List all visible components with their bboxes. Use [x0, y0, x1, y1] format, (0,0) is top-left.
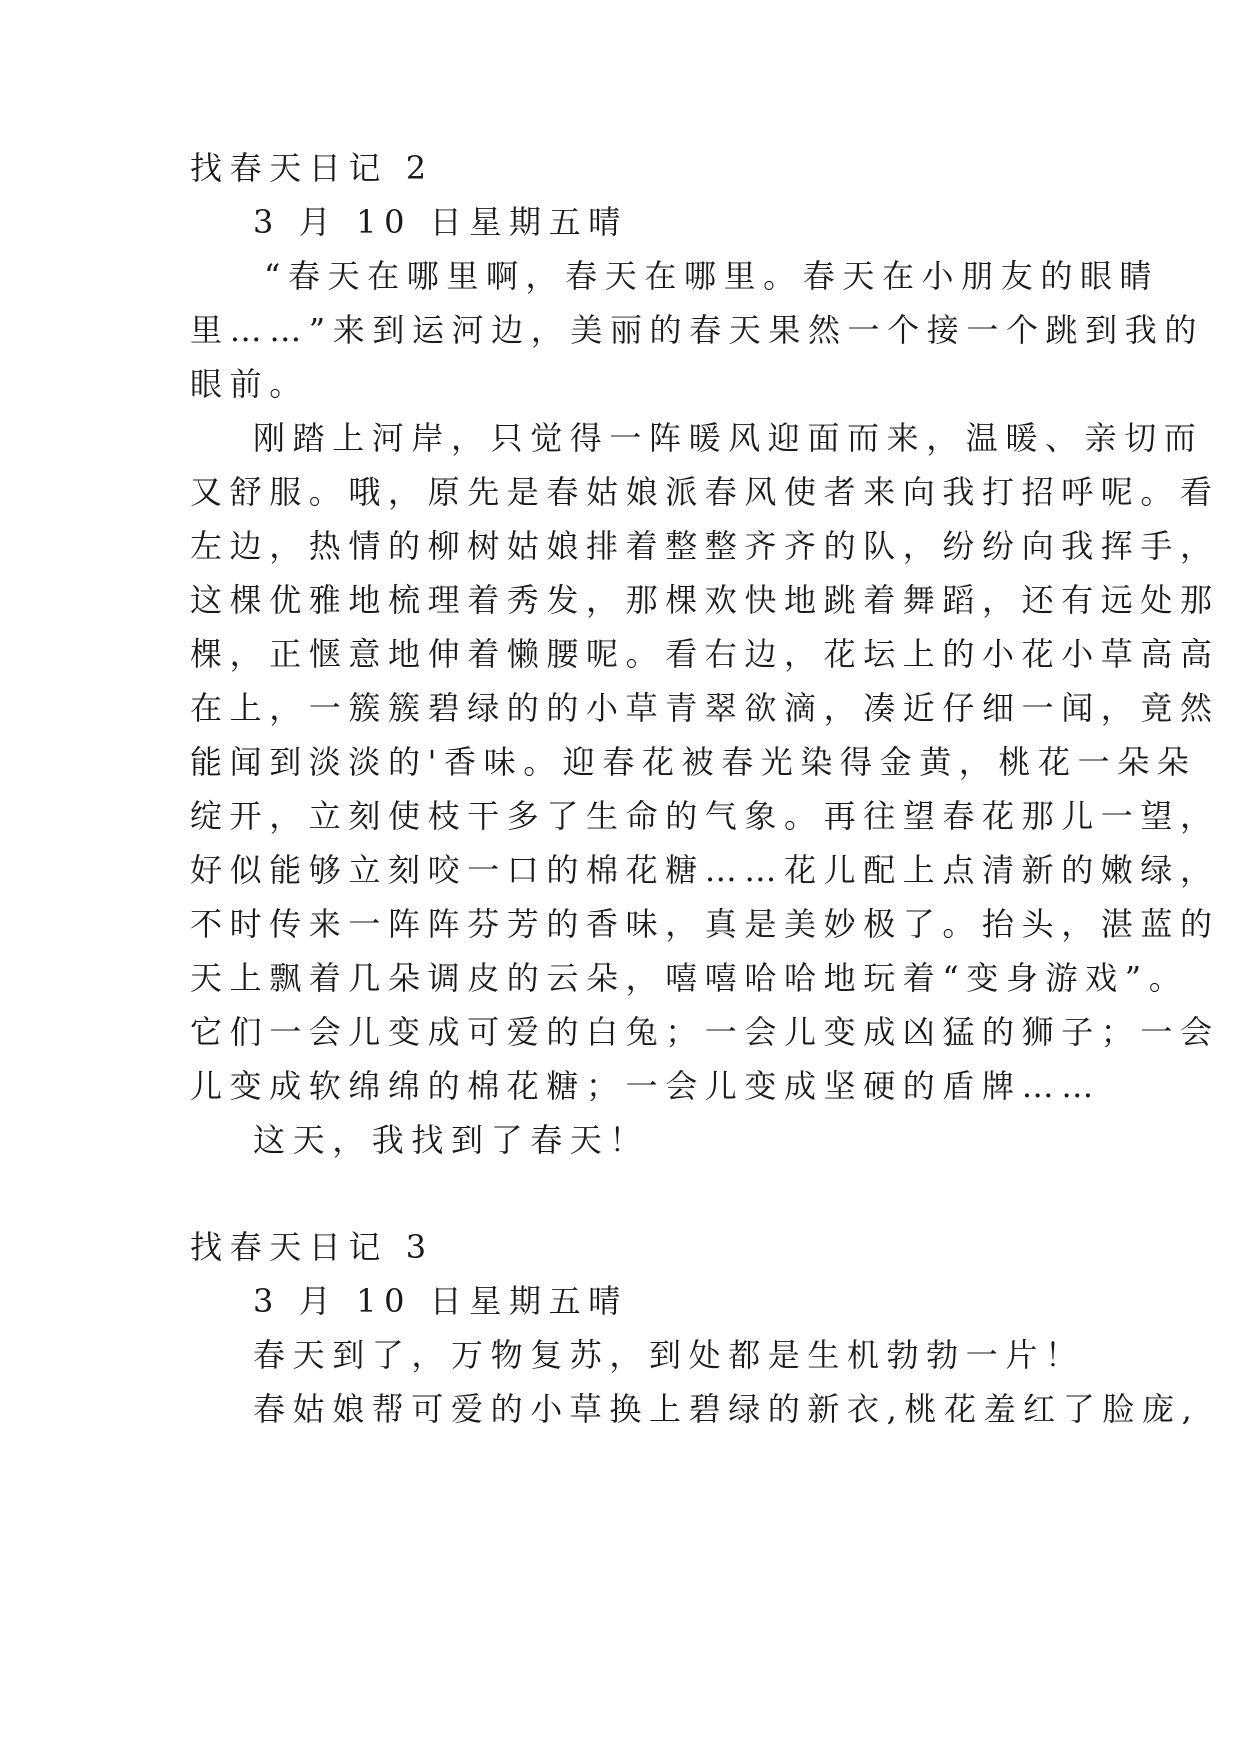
diary-2-p1-line: “春天在哪里啊，春天在哪里。春天在小朋友的眼睛 [264, 257, 1160, 295]
diary-2-p2-line: 不时传来一阵阵芬芳的香味，真是美妙极了。抬头，湛蓝的 [190, 905, 1220, 943]
diary-2-p2-line: 绽开，立刻使枝干多了生命的气象。再往望春花那儿一望， [190, 797, 1220, 835]
diary-2-p2-line: 在上，一簇簇碧绿的的小草青翠欲滴，凑近仔细一闻，竟然 [190, 689, 1220, 727]
diary-3-p1: 春天到了，万物复苏，到处都是生机勃勃一片！ [253, 1336, 1085, 1374]
diary-2-p1-line: 里……”来到运河边，美丽的春天果然一个接一个跳到我的 [190, 311, 1204, 349]
diary-2-p2-line: 左边，热情的柳树姑娘排着整整齐齐的队，纷纷向我挥手， [190, 527, 1220, 565]
diary-2-p2-line: 能闻到淡淡的'香味。迎春花被春光染得金黄，桃花一朵朵 [190, 743, 1197, 781]
diary-3-p2-line: 春姑娘帮可爱的小草换上碧绿的新衣,桃花羞红了脸庞, [253, 1390, 1200, 1428]
diary-2-p2-line: 又舒服。哦，原先是春姑娘派春风使者来向我打招呼呢。看 [190, 473, 1220, 511]
diary-2-p2-line: 它们一会儿变成可爱的白兔；一会儿变成凶猛的狮子；一会 [190, 1013, 1220, 1051]
diary-2-p2-line: 好似能够立刻咬一口的棉花糖……花儿配上点清新的嫩绿， [190, 851, 1220, 889]
diary-3-title: 找春天日记 3 [190, 1228, 434, 1266]
diary-2-p2-line: 棵，正惬意地伸着懒腰呢。看右边，花坛上的小花小草高高 [190, 635, 1220, 673]
diary-2-p3: 这天，我找到了春天！ [253, 1121, 650, 1159]
diary-2-p2-line: 刚踏上河岸，只觉得一阵暖风迎面而来，温暖、亲切而 [253, 419, 1204, 457]
diary-2-p1-line: 眼前。 [190, 365, 309, 403]
diary-2-p2-line: 这棵优雅地梳理着秀发，那棵欢快地跳着舞蹈，还有远处那 [190, 581, 1220, 619]
diary-3-date: 3 月 10 日星期五晴 [253, 1282, 628, 1320]
diary-2-p2-line: 儿变成软绵绵的棉花糖；一会儿变成坚硬的盾牌…… [190, 1067, 1101, 1105]
diary-2-title: 找春天日记 2 [190, 149, 434, 187]
diary-2-date: 3 月 10 日星期五晴 [253, 203, 628, 241]
diary-2-p2-line: 天上飘着几朵调皮的云朵，嘻嘻哈哈地玩着“变身游戏”。 [190, 959, 1189, 997]
